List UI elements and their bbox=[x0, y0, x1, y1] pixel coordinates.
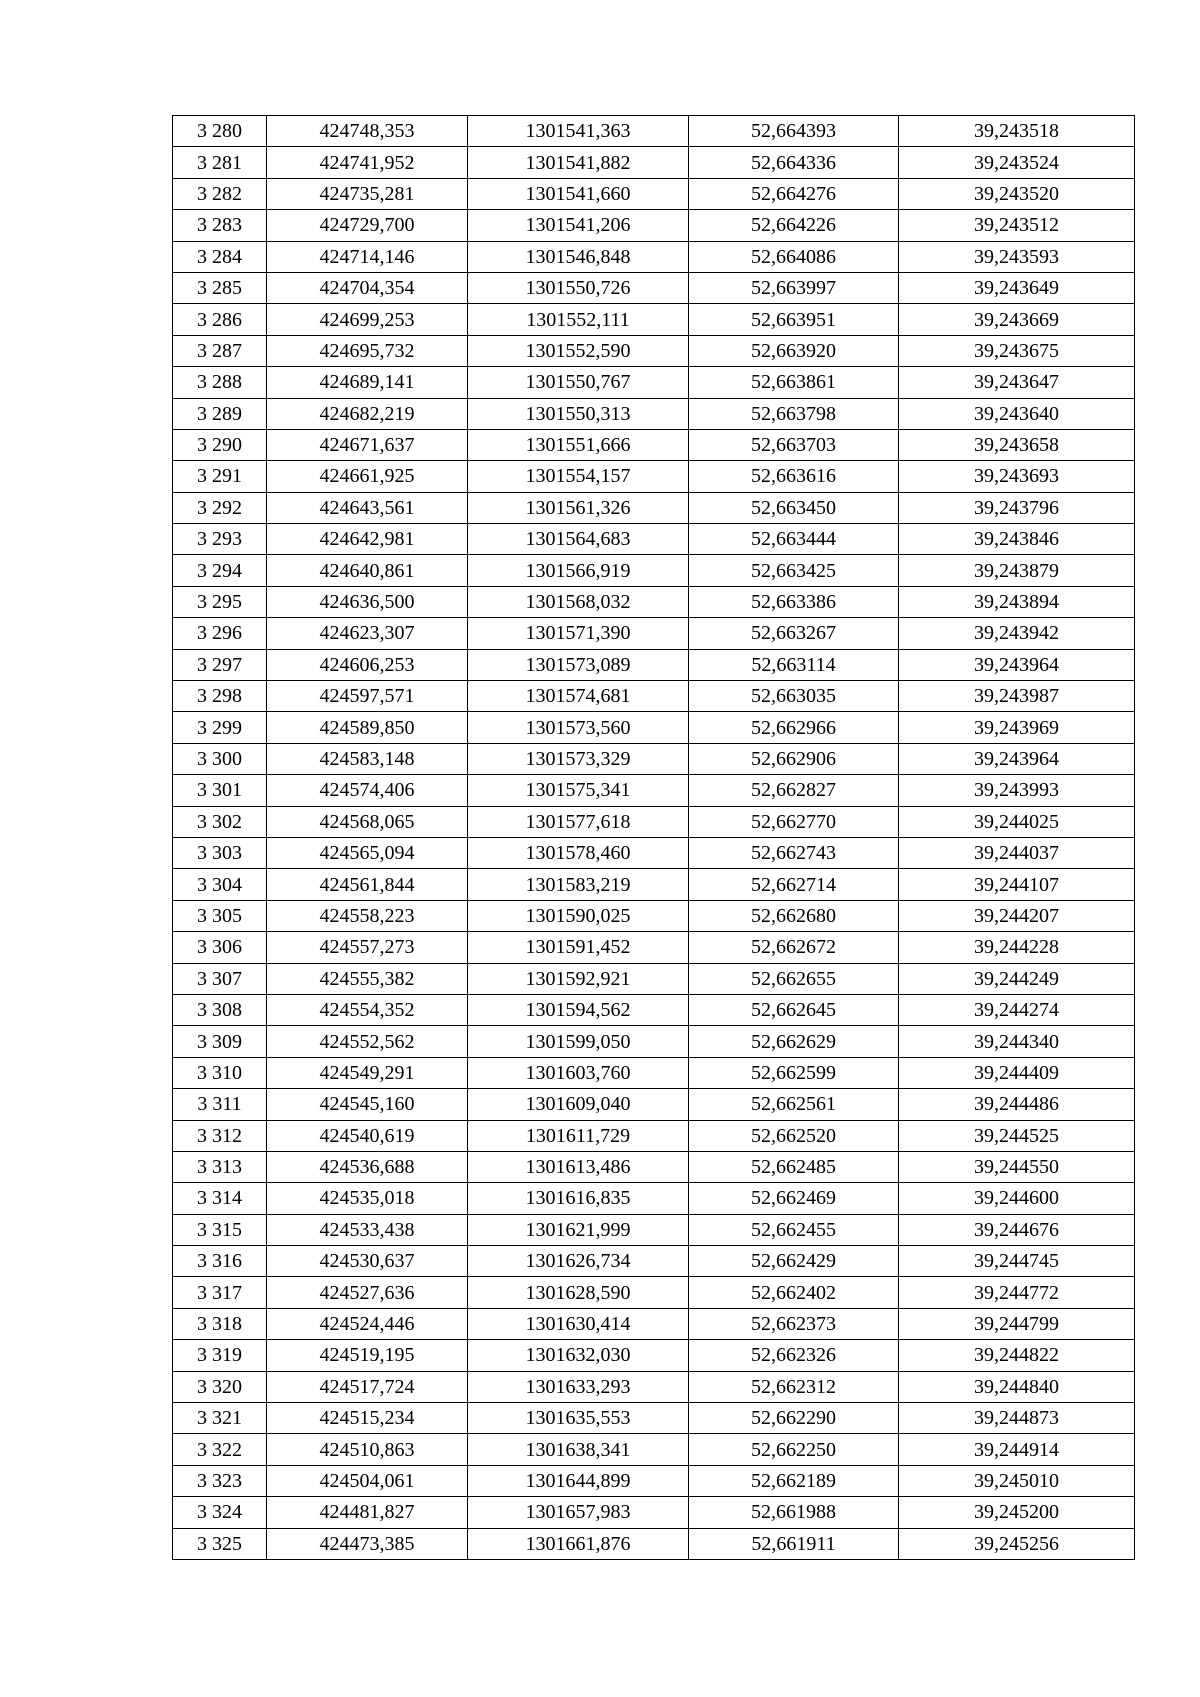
x-coordinate-cell: 424515,234 bbox=[267, 1403, 468, 1434]
longitude-cell: 39,243649 bbox=[899, 272, 1135, 303]
point-number-cell: 3 297 bbox=[173, 649, 267, 680]
x-coordinate-cell: 424597,571 bbox=[267, 681, 468, 712]
longitude-cell: 39,244249 bbox=[899, 963, 1135, 994]
point-number-cell: 3 325 bbox=[173, 1528, 267, 1559]
x-coordinate-cell: 424714,146 bbox=[267, 241, 468, 272]
longitude-cell: 39,244914 bbox=[899, 1434, 1135, 1465]
point-number-cell: 3 285 bbox=[173, 272, 267, 303]
x-coordinate-cell: 424545,160 bbox=[267, 1089, 468, 1120]
table-row bbox=[173, 837, 1135, 868]
coordinates-table-body bbox=[173, 116, 1135, 1560]
x-coordinate-cell: 424583,148 bbox=[267, 743, 468, 774]
x-coordinate-cell: 424535,018 bbox=[267, 1183, 468, 1214]
y-coordinate-cell: 1301609,040 bbox=[468, 1089, 689, 1120]
x-coordinate-cell: 424552,562 bbox=[267, 1026, 468, 1057]
longitude-cell: 39,244525 bbox=[899, 1120, 1135, 1151]
table-row bbox=[173, 712, 1135, 743]
coordinates-table bbox=[172, 115, 1135, 1560]
longitude-cell: 39,244037 bbox=[899, 837, 1135, 868]
table-row bbox=[173, 1120, 1135, 1151]
x-coordinate-cell: 424606,253 bbox=[267, 649, 468, 680]
latitude-cell: 52,663951 bbox=[689, 304, 899, 335]
longitude-cell: 39,243524 bbox=[899, 147, 1135, 178]
latitude-cell: 52,663386 bbox=[689, 586, 899, 617]
y-coordinate-cell: 1301541,363 bbox=[468, 116, 689, 147]
y-coordinate-cell: 1301554,157 bbox=[468, 461, 689, 492]
latitude-cell: 52,663114 bbox=[689, 649, 899, 680]
table-row bbox=[173, 335, 1135, 366]
latitude-cell: 52,662250 bbox=[689, 1434, 899, 1465]
latitude-cell: 52,662312 bbox=[689, 1371, 899, 1402]
longitude-cell: 39,244600 bbox=[899, 1183, 1135, 1214]
point-number-cell: 3 289 bbox=[173, 398, 267, 429]
y-coordinate-cell: 1301568,032 bbox=[468, 586, 689, 617]
latitude-cell: 52,664226 bbox=[689, 210, 899, 241]
point-number-cell: 3 288 bbox=[173, 367, 267, 398]
longitude-cell: 39,244228 bbox=[899, 932, 1135, 963]
longitude-cell: 39,244550 bbox=[899, 1151, 1135, 1182]
point-number-cell: 3 302 bbox=[173, 806, 267, 837]
latitude-cell: 52,664086 bbox=[689, 241, 899, 272]
y-coordinate-cell: 1301550,313 bbox=[468, 398, 689, 429]
point-number-cell: 3 319 bbox=[173, 1340, 267, 1371]
longitude-cell: 39,243593 bbox=[899, 241, 1135, 272]
y-coordinate-cell: 1301621,999 bbox=[468, 1214, 689, 1245]
longitude-cell: 39,243669 bbox=[899, 304, 1135, 335]
latitude-cell: 52,662714 bbox=[689, 869, 899, 900]
longitude-cell: 39,243964 bbox=[899, 649, 1135, 680]
y-coordinate-cell: 1301573,329 bbox=[468, 743, 689, 774]
table-row bbox=[173, 1277, 1135, 1308]
latitude-cell: 52,662629 bbox=[689, 1026, 899, 1057]
y-coordinate-cell: 1301552,590 bbox=[468, 335, 689, 366]
latitude-cell: 52,663035 bbox=[689, 681, 899, 712]
x-coordinate-cell: 424623,307 bbox=[267, 618, 468, 649]
table-row bbox=[173, 618, 1135, 649]
table-row bbox=[173, 1026, 1135, 1057]
x-coordinate-cell: 424504,061 bbox=[267, 1465, 468, 1496]
point-number-cell: 3 291 bbox=[173, 461, 267, 492]
y-coordinate-cell: 1301564,683 bbox=[468, 524, 689, 555]
y-coordinate-cell: 1301592,921 bbox=[468, 963, 689, 994]
y-coordinate-cell: 1301590,025 bbox=[468, 900, 689, 931]
y-coordinate-cell: 1301573,560 bbox=[468, 712, 689, 743]
x-coordinate-cell: 424574,406 bbox=[267, 775, 468, 806]
point-number-cell: 3 323 bbox=[173, 1465, 267, 1496]
latitude-cell: 52,662326 bbox=[689, 1340, 899, 1371]
point-number-cell: 3 301 bbox=[173, 775, 267, 806]
longitude-cell: 39,243796 bbox=[899, 492, 1135, 523]
y-coordinate-cell: 1301574,681 bbox=[468, 681, 689, 712]
point-number-cell: 3 282 bbox=[173, 178, 267, 209]
point-number-cell: 3 316 bbox=[173, 1246, 267, 1277]
longitude-cell: 39,244025 bbox=[899, 806, 1135, 837]
x-coordinate-cell: 424561,844 bbox=[267, 869, 468, 900]
y-coordinate-cell: 1301626,734 bbox=[468, 1246, 689, 1277]
y-coordinate-cell: 1301583,219 bbox=[468, 869, 689, 900]
table-row bbox=[173, 963, 1135, 994]
y-coordinate-cell: 1301644,899 bbox=[468, 1465, 689, 1496]
longitude-cell: 39,243512 bbox=[899, 210, 1135, 241]
x-coordinate-cell: 424661,925 bbox=[267, 461, 468, 492]
table-row bbox=[173, 555, 1135, 586]
point-number-cell: 3 295 bbox=[173, 586, 267, 617]
y-coordinate-cell: 1301633,293 bbox=[468, 1371, 689, 1402]
latitude-cell: 52,663267 bbox=[689, 618, 899, 649]
table-row bbox=[173, 1308, 1135, 1339]
table-row bbox=[173, 147, 1135, 178]
latitude-cell: 52,662672 bbox=[689, 932, 899, 963]
y-coordinate-cell: 1301550,767 bbox=[468, 367, 689, 398]
table-row bbox=[173, 1403, 1135, 1434]
table-row bbox=[173, 649, 1135, 680]
table-row bbox=[173, 304, 1135, 335]
longitude-cell: 39,244409 bbox=[899, 1057, 1135, 1088]
y-coordinate-cell: 1301546,848 bbox=[468, 241, 689, 272]
table-row bbox=[173, 900, 1135, 931]
latitude-cell: 52,663425 bbox=[689, 555, 899, 586]
y-coordinate-cell: 1301541,206 bbox=[468, 210, 689, 241]
y-coordinate-cell: 1301599,050 bbox=[468, 1026, 689, 1057]
x-coordinate-cell: 424540,619 bbox=[267, 1120, 468, 1151]
x-coordinate-cell: 424530,637 bbox=[267, 1246, 468, 1277]
y-coordinate-cell: 1301630,414 bbox=[468, 1308, 689, 1339]
point-number-cell: 3 290 bbox=[173, 429, 267, 460]
latitude-cell: 52,663444 bbox=[689, 524, 899, 555]
y-coordinate-cell: 1301628,590 bbox=[468, 1277, 689, 1308]
point-number-cell: 3 322 bbox=[173, 1434, 267, 1465]
latitude-cell: 52,662189 bbox=[689, 1465, 899, 1496]
point-number-cell: 3 317 bbox=[173, 1277, 267, 1308]
point-number-cell: 3 280 bbox=[173, 116, 267, 147]
longitude-cell: 39,244340 bbox=[899, 1026, 1135, 1057]
point-number-cell: 3 312 bbox=[173, 1120, 267, 1151]
y-coordinate-cell: 1301577,618 bbox=[468, 806, 689, 837]
point-number-cell: 3 281 bbox=[173, 147, 267, 178]
y-coordinate-cell: 1301550,726 bbox=[468, 272, 689, 303]
table-row bbox=[173, 994, 1135, 1025]
y-coordinate-cell: 1301603,760 bbox=[468, 1057, 689, 1088]
latitude-cell: 52,663703 bbox=[689, 429, 899, 460]
longitude-cell: 39,245010 bbox=[899, 1465, 1135, 1496]
latitude-cell: 52,662966 bbox=[689, 712, 899, 743]
table-row bbox=[173, 1465, 1135, 1496]
x-coordinate-cell: 424554,352 bbox=[267, 994, 468, 1025]
table-row bbox=[173, 398, 1135, 429]
point-number-cell: 3 287 bbox=[173, 335, 267, 366]
latitude-cell: 52,663861 bbox=[689, 367, 899, 398]
table-row bbox=[173, 1246, 1135, 1277]
x-coordinate-cell: 424536,688 bbox=[267, 1151, 468, 1182]
x-coordinate-cell: 424695,732 bbox=[267, 335, 468, 366]
table-row bbox=[173, 932, 1135, 963]
point-number-cell: 3 307 bbox=[173, 963, 267, 994]
x-coordinate-cell: 424689,141 bbox=[267, 367, 468, 398]
latitude-cell: 52,661988 bbox=[689, 1497, 899, 1528]
longitude-cell: 39,244822 bbox=[899, 1340, 1135, 1371]
point-number-cell: 3 310 bbox=[173, 1057, 267, 1088]
point-number-cell: 3 318 bbox=[173, 1308, 267, 1339]
latitude-cell: 52,662599 bbox=[689, 1057, 899, 1088]
x-coordinate-cell: 424517,724 bbox=[267, 1371, 468, 1402]
x-coordinate-cell: 424510,863 bbox=[267, 1434, 468, 1465]
latitude-cell: 52,664336 bbox=[689, 147, 899, 178]
x-coordinate-cell: 424643,561 bbox=[267, 492, 468, 523]
point-number-cell: 3 299 bbox=[173, 712, 267, 743]
y-coordinate-cell: 1301613,486 bbox=[468, 1151, 689, 1182]
table-row bbox=[173, 429, 1135, 460]
x-coordinate-cell: 424473,385 bbox=[267, 1528, 468, 1559]
point-number-cell: 3 296 bbox=[173, 618, 267, 649]
latitude-cell: 52,662485 bbox=[689, 1151, 899, 1182]
latitude-cell: 52,662290 bbox=[689, 1403, 899, 1434]
longitude-cell: 39,244486 bbox=[899, 1089, 1135, 1120]
longitude-cell: 39,244107 bbox=[899, 869, 1135, 900]
latitude-cell: 52,662373 bbox=[689, 1308, 899, 1339]
x-coordinate-cell: 424481,827 bbox=[267, 1497, 468, 1528]
longitude-cell: 39,243658 bbox=[899, 429, 1135, 460]
y-coordinate-cell: 1301571,390 bbox=[468, 618, 689, 649]
point-number-cell: 3 300 bbox=[173, 743, 267, 774]
x-coordinate-cell: 424589,850 bbox=[267, 712, 468, 743]
table-row bbox=[173, 1151, 1135, 1182]
y-coordinate-cell: 1301611,729 bbox=[468, 1120, 689, 1151]
latitude-cell: 52,662827 bbox=[689, 775, 899, 806]
x-coordinate-cell: 424729,700 bbox=[267, 210, 468, 241]
latitude-cell: 52,662469 bbox=[689, 1183, 899, 1214]
longitude-cell: 39,244799 bbox=[899, 1308, 1135, 1339]
table-row bbox=[173, 116, 1135, 147]
longitude-cell: 39,244274 bbox=[899, 994, 1135, 1025]
table-row bbox=[173, 272, 1135, 303]
x-coordinate-cell: 424565,094 bbox=[267, 837, 468, 868]
longitude-cell: 39,244840 bbox=[899, 1371, 1135, 1402]
longitude-cell: 39,243518 bbox=[899, 116, 1135, 147]
longitude-cell: 39,243647 bbox=[899, 367, 1135, 398]
point-number-cell: 3 283 bbox=[173, 210, 267, 241]
latitude-cell: 52,663798 bbox=[689, 398, 899, 429]
table-row bbox=[173, 1183, 1135, 1214]
point-number-cell: 3 306 bbox=[173, 932, 267, 963]
longitude-cell: 39,243675 bbox=[899, 335, 1135, 366]
x-coordinate-cell: 424524,446 bbox=[267, 1308, 468, 1339]
y-coordinate-cell: 1301657,983 bbox=[468, 1497, 689, 1528]
point-number-cell: 3 293 bbox=[173, 524, 267, 555]
point-number-cell: 3 294 bbox=[173, 555, 267, 586]
latitude-cell: 52,663920 bbox=[689, 335, 899, 366]
point-number-cell: 3 313 bbox=[173, 1151, 267, 1182]
point-number-cell: 3 320 bbox=[173, 1371, 267, 1402]
x-coordinate-cell: 424748,353 bbox=[267, 116, 468, 147]
table-row bbox=[173, 367, 1135, 398]
table-row bbox=[173, 806, 1135, 837]
latitude-cell: 52,661911 bbox=[689, 1528, 899, 1559]
point-number-cell: 3 292 bbox=[173, 492, 267, 523]
x-coordinate-cell: 424558,223 bbox=[267, 900, 468, 931]
x-coordinate-cell: 424519,195 bbox=[267, 1340, 468, 1371]
latitude-cell: 52,662906 bbox=[689, 743, 899, 774]
longitude-cell: 39,243693 bbox=[899, 461, 1135, 492]
y-coordinate-cell: 1301578,460 bbox=[468, 837, 689, 868]
y-coordinate-cell: 1301566,919 bbox=[468, 555, 689, 586]
latitude-cell: 52,662402 bbox=[689, 1277, 899, 1308]
table-row bbox=[173, 1057, 1135, 1088]
latitude-cell: 52,662561 bbox=[689, 1089, 899, 1120]
latitude-cell: 52,662680 bbox=[689, 900, 899, 931]
x-coordinate-cell: 424549,291 bbox=[267, 1057, 468, 1088]
point-number-cell: 3 314 bbox=[173, 1183, 267, 1214]
point-number-cell: 3 298 bbox=[173, 681, 267, 712]
table-row bbox=[173, 178, 1135, 209]
table-row bbox=[173, 1214, 1135, 1245]
latitude-cell: 52,662770 bbox=[689, 806, 899, 837]
longitude-cell: 39,243520 bbox=[899, 178, 1135, 209]
y-coordinate-cell: 1301561,326 bbox=[468, 492, 689, 523]
table-row bbox=[173, 1528, 1135, 1559]
longitude-cell: 39,244873 bbox=[899, 1403, 1135, 1434]
longitude-cell: 39,243964 bbox=[899, 743, 1135, 774]
x-coordinate-cell: 424636,500 bbox=[267, 586, 468, 617]
point-number-cell: 3 315 bbox=[173, 1214, 267, 1245]
table-row bbox=[173, 775, 1135, 806]
table-row bbox=[173, 461, 1135, 492]
table-row bbox=[173, 1497, 1135, 1528]
latitude-cell: 52,662743 bbox=[689, 837, 899, 868]
y-coordinate-cell: 1301591,452 bbox=[468, 932, 689, 963]
longitude-cell: 39,244745 bbox=[899, 1246, 1135, 1277]
point-number-cell: 3 303 bbox=[173, 837, 267, 868]
latitude-cell: 52,664393 bbox=[689, 116, 899, 147]
longitude-cell: 39,244772 bbox=[899, 1277, 1135, 1308]
latitude-cell: 52,663997 bbox=[689, 272, 899, 303]
x-coordinate-cell: 424699,253 bbox=[267, 304, 468, 335]
latitude-cell: 52,664276 bbox=[689, 178, 899, 209]
y-coordinate-cell: 1301661,876 bbox=[468, 1528, 689, 1559]
x-coordinate-cell: 424555,382 bbox=[267, 963, 468, 994]
latitude-cell: 52,662455 bbox=[689, 1214, 899, 1245]
latitude-cell: 52,663616 bbox=[689, 461, 899, 492]
table-row bbox=[173, 869, 1135, 900]
y-coordinate-cell: 1301573,089 bbox=[468, 649, 689, 680]
point-number-cell: 3 309 bbox=[173, 1026, 267, 1057]
point-number-cell: 3 308 bbox=[173, 994, 267, 1025]
longitude-cell: 39,243942 bbox=[899, 618, 1135, 649]
point-number-cell: 3 321 bbox=[173, 1403, 267, 1434]
point-number-cell: 3 324 bbox=[173, 1497, 267, 1528]
table-row bbox=[173, 1089, 1135, 1120]
longitude-cell: 39,244676 bbox=[899, 1214, 1135, 1245]
table-row bbox=[173, 1340, 1135, 1371]
longitude-cell: 39,243846 bbox=[899, 524, 1135, 555]
longitude-cell: 39,244207 bbox=[899, 900, 1135, 931]
longitude-cell: 39,245256 bbox=[899, 1528, 1135, 1559]
table-row bbox=[173, 492, 1135, 523]
point-number-cell: 3 305 bbox=[173, 900, 267, 931]
table-row bbox=[173, 1434, 1135, 1465]
table-row bbox=[173, 681, 1135, 712]
point-number-cell: 3 284 bbox=[173, 241, 267, 272]
y-coordinate-cell: 1301616,835 bbox=[468, 1183, 689, 1214]
longitude-cell: 39,245200 bbox=[899, 1497, 1135, 1528]
latitude-cell: 52,662429 bbox=[689, 1246, 899, 1277]
x-coordinate-cell: 424741,952 bbox=[267, 147, 468, 178]
longitude-cell: 39,243894 bbox=[899, 586, 1135, 617]
longitude-cell: 39,243969 bbox=[899, 712, 1135, 743]
y-coordinate-cell: 1301541,660 bbox=[468, 178, 689, 209]
x-coordinate-cell: 424557,273 bbox=[267, 932, 468, 963]
x-coordinate-cell: 424704,354 bbox=[267, 272, 468, 303]
point-number-cell: 3 304 bbox=[173, 869, 267, 900]
x-coordinate-cell: 424735,281 bbox=[267, 178, 468, 209]
latitude-cell: 52,662655 bbox=[689, 963, 899, 994]
longitude-cell: 39,243987 bbox=[899, 681, 1135, 712]
y-coordinate-cell: 1301594,562 bbox=[468, 994, 689, 1025]
longitude-cell: 39,243993 bbox=[899, 775, 1135, 806]
longitude-cell: 39,243640 bbox=[899, 398, 1135, 429]
x-coordinate-cell: 424671,637 bbox=[267, 429, 468, 460]
point-number-cell: 3 286 bbox=[173, 304, 267, 335]
y-coordinate-cell: 1301551,666 bbox=[468, 429, 689, 460]
y-coordinate-cell: 1301552,111 bbox=[468, 304, 689, 335]
point-number-cell: 3 311 bbox=[173, 1089, 267, 1120]
x-coordinate-cell: 424527,636 bbox=[267, 1277, 468, 1308]
x-coordinate-cell: 424642,981 bbox=[267, 524, 468, 555]
x-coordinate-cell: 424533,438 bbox=[267, 1214, 468, 1245]
table-row bbox=[173, 210, 1135, 241]
y-coordinate-cell: 1301635,553 bbox=[468, 1403, 689, 1434]
latitude-cell: 52,663450 bbox=[689, 492, 899, 523]
longitude-cell: 39,243879 bbox=[899, 555, 1135, 586]
table-row bbox=[173, 1371, 1135, 1402]
table-row bbox=[173, 241, 1135, 272]
latitude-cell: 52,662520 bbox=[689, 1120, 899, 1151]
y-coordinate-cell: 1301541,882 bbox=[468, 147, 689, 178]
table-row bbox=[173, 743, 1135, 774]
x-coordinate-cell: 424682,219 bbox=[267, 398, 468, 429]
x-coordinate-cell: 424640,861 bbox=[267, 555, 468, 586]
latitude-cell: 52,662645 bbox=[689, 994, 899, 1025]
table-row bbox=[173, 524, 1135, 555]
y-coordinate-cell: 1301638,341 bbox=[468, 1434, 689, 1465]
y-coordinate-cell: 1301632,030 bbox=[468, 1340, 689, 1371]
y-coordinate-cell: 1301575,341 bbox=[468, 775, 689, 806]
table-row bbox=[173, 586, 1135, 617]
x-coordinate-cell: 424568,065 bbox=[267, 806, 468, 837]
